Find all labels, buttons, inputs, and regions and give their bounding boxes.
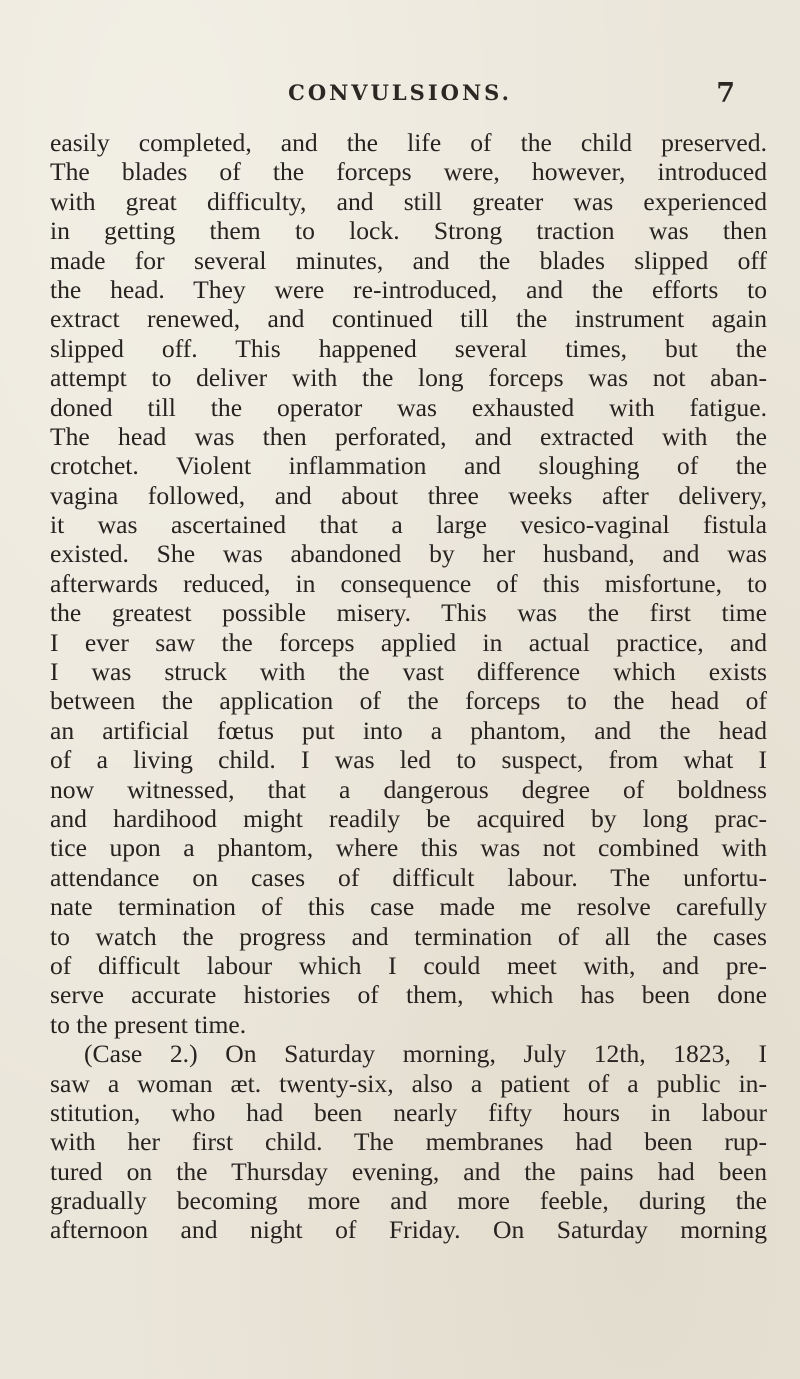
text-line: to the present time. [50,1009,247,1039]
text-line: to watch the progress and termination of all the cases [50,921,767,951]
text-line: an artificial fœtus put into a phantom, and the head [50,715,767,745]
text-line: now witnessed, that a dangerous degree of boldness [50,774,767,804]
text-line: the head. They were re-introduced, and the efforts to [50,274,767,304]
text-line: serve accurate histories of them, which has been done [50,980,767,1010]
text-line: vagina followed, and about three weeks after delivery, [50,480,767,510]
text-line: crotchet. Violent inflammation and sloughing of the [50,451,767,481]
text-line: tured on the Thursday evening, and the pains had been [50,1156,767,1186]
text-line: afternoon and night of Friday. On Saturday morning [50,1215,767,1245]
running-head [0,80,800,120]
text-line: (Case 2.) On Saturday morning, July 12th, 1823, I [84,1039,767,1069]
text-line: made for several minutes, and the blades slipped off [50,245,767,275]
text-line: I was struck with the vast difference which exists [50,657,767,687]
text-line: The blades of the forceps were, however, introduced [50,157,767,187]
text-line: afterwards reduced, in consequence of this misfortune, to [50,568,767,598]
text-line: the greatest possible misery. This was the first time [50,598,767,628]
text-line: with great difficulty, and still greater was experienced [50,186,767,216]
text-line: between the application of the forceps to the head of [50,686,767,716]
text-line: in getting them to lock. Strong traction was then [50,216,767,246]
text-line: attempt to deliver with the long forceps was not aban- [50,363,767,393]
page-number: 7 [716,78,735,109]
text-line: doned till the operator was exhausted with fatigue. [50,392,767,422]
text-line: extract renewed, and continued till the instrument again [50,304,767,334]
text-line: gradually becoming more and more feeble, during the [50,1186,767,1216]
text-line: with her first child. The membranes had been rup- [50,1127,767,1157]
text-line: nate termination of this case made me resolve carefully [50,892,767,922]
text-line: and hardihood might readily be acquired by long prac- [50,803,767,833]
text-line: stitution, who had been nearly fifty hours in labour [50,1097,767,1127]
text-line: of difficult labour which I could meet with, and pre- [50,950,767,980]
text-line: attendance on cases of difficult labour. The unfortu- [50,862,767,892]
text-line: of a living child. I was led to suspect, from what I [50,745,767,775]
text-line: I ever saw the forceps applied in actual practice, and [50,627,767,657]
text-line: tice upon a phantom, where this was not combined with [50,833,767,863]
body-text [50,128,767,1245]
text-line: existed. She was abandoned by her husband, and was [50,539,767,569]
text-line: easily completed, and the life of the child preserved. [50,128,767,157]
text-line: it was ascertained that a large vesico-vaginal fistula [50,510,767,540]
text-line: slipped off. This happened several times, but the [50,333,767,363]
page-title: CONVULSIONS. [288,80,512,105]
text-line: The head was then perforated, and extracted with the [50,421,767,451]
text-line: saw a woman æt. twenty-six, also a patient of a public in- [50,1068,767,1098]
